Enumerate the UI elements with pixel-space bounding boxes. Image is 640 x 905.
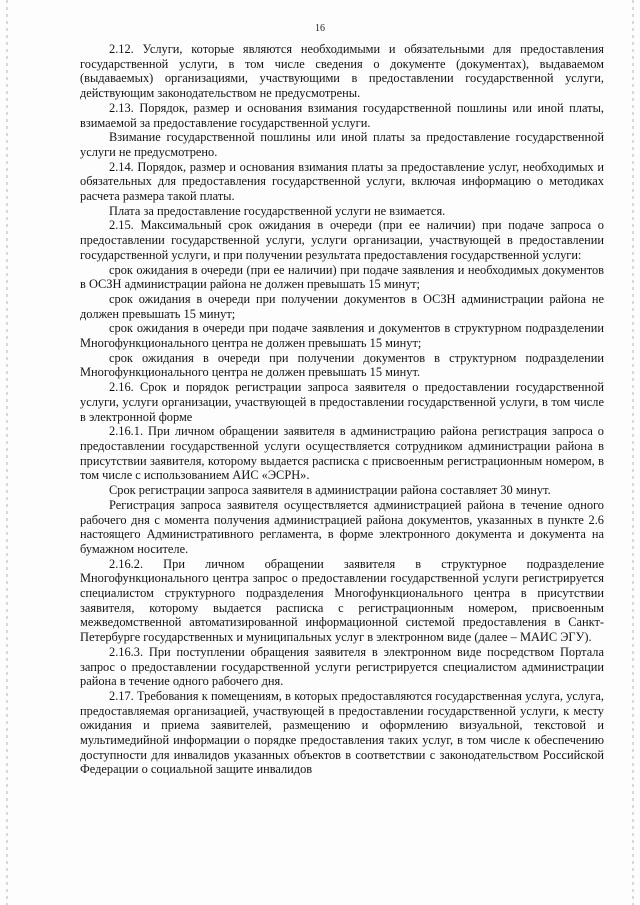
paragraph-2-16: 2.16. Срок и порядок регистрации запроса заявителя о предоставлении государственной услуги, услуги организации, участвующей в предоставлении государственной услуги, в том числе в электронной форме — [80, 380, 604, 424]
paragraph-2-16-1: 2.16.1. При личном обращении заявителя в администрацию района регистрация запроса о предоставлении государственной услуги осуществляется сотрудником администрации района в присутствии заявителя, которому выдается расписка с присвоенным регистрационным номером, в том числе с использованием АИС «ЭСРН». — [80, 424, 604, 483]
paragraph-wait-receive-mfc: срок ожидания в очереди при получении документов в структурном подразделении Многофункционального центра не должен превышать 15 минут. — [80, 350, 604, 380]
paragraph-2-16-2: 2.16.2. При личном обращении заявителя в структурное подразделение Многофункционального центра запрос о предоставлении государственной услуги регистрируется специалистом структурного подразделения Многофункционального центра в присутствии заявителя, которому выдается расписка с регистрационным номером, присвоенным межведомственной автоматизированной информационной системой предоставления в Санкт-Петербурге государственных и муниципальных услуг в электронном виде (далее – МАИС ЭГУ). — [80, 556, 604, 645]
scan-edge-left — [6, 0, 8, 905]
paragraph-2-13: 2.13. Порядок, размер и основания взимания государственной пошлины или иной платы, взимаемой за предоставление государственной услуги. — [80, 100, 604, 130]
paragraph-2-14: 2.14. Порядок, размер и основания взимания платы за предоставление услуг, необходимых и обязательных для предоставления государственной услуги, включая информацию о методиках расчета размера такой платы. — [80, 159, 604, 204]
page-number: 16 — [315, 23, 325, 34]
paragraph-2-12: 2.12. Услуги, которые являются необходимыми и обязательными для предоставления государственной услуги, в том числе сведения о документе (документах), выдаваемом (выдаваемых) организациями, участвующими в предоставлении государственной услуги, действующим законодательством не предусмотрены. — [80, 42, 604, 101]
paragraph-wait-submit-mfc: срок ожидания в очереди при подаче заявления и документов в структурном подразделении Многофункционального центра не должен превышать 15 минут; — [80, 321, 604, 351]
paragraph-2-16-3: 2.16.3. При поступлении обращения заявителя в электронном виде посредством Портала запрос о предоставлении государственной услуги регистрируется специалистом администрации района в течение одного рабочего дня. — [80, 644, 604, 689]
scan-edge-right — [632, 0, 634, 905]
paragraph-registration-term: Срок регистрации запроса заявителя в администрации района составляет 30 минут. — [109, 483, 551, 498]
paragraph-2-15: 2.15. Максимальный срок ожидания в очереди (при ее наличии) при подаче запроса о предоставлении государственной услуги, услуги организации, участвующей в предоставлении государственной услуги, и при получении результата предоставления государственной услуги: — [80, 218, 604, 262]
document-body — [80, 42, 604, 777]
paragraph-fee-statement: Взимание государственной пошлины или иной платы за предоставление государственной услуги не предусмотрено. — [80, 130, 604, 159]
paragraph-wait-receive-oszn: срок ожидания в очереди при получении документов в ОСЗН администрации района не должен превышать 15 минут; — [80, 291, 604, 321]
paragraph-wait-submit-oszn: срок ожидания в очереди (при ее наличии) при подаче заявления и необходимых документов в ОСЗН администрации района не должен превышать 15 минут; — [80, 262, 604, 292]
paragraph-no-fee: Плата за предоставление государственной услуги не взимается. — [109, 203, 446, 218]
paragraph-2-17: 2.17. Требования к помещениям, в которых предоставляются государственная услуга, услуга, предоставляемая организацией, участвующей в предоставлении государственной услуги, к месту ожидания и приема заявителей, размещению и оформлению визуальной, текстовой и мультимедийной информации о порядке предоставления таких услуг, в том числе к обеспечению доступности для инвалидов указанных объектов в соответствии с законодательством Российской Федерации о социальной защите инвалидов — [80, 688, 604, 777]
paragraph-registration-rule: Регистрация запроса заявителя осуществляется администрацией района в течение одного рабочего дня с момента получения администрацией района документов, указанных в пункте 2.6 настоящего Административного регламента, в форме электронного документа и документа на бумажном носителе. — [80, 497, 604, 556]
